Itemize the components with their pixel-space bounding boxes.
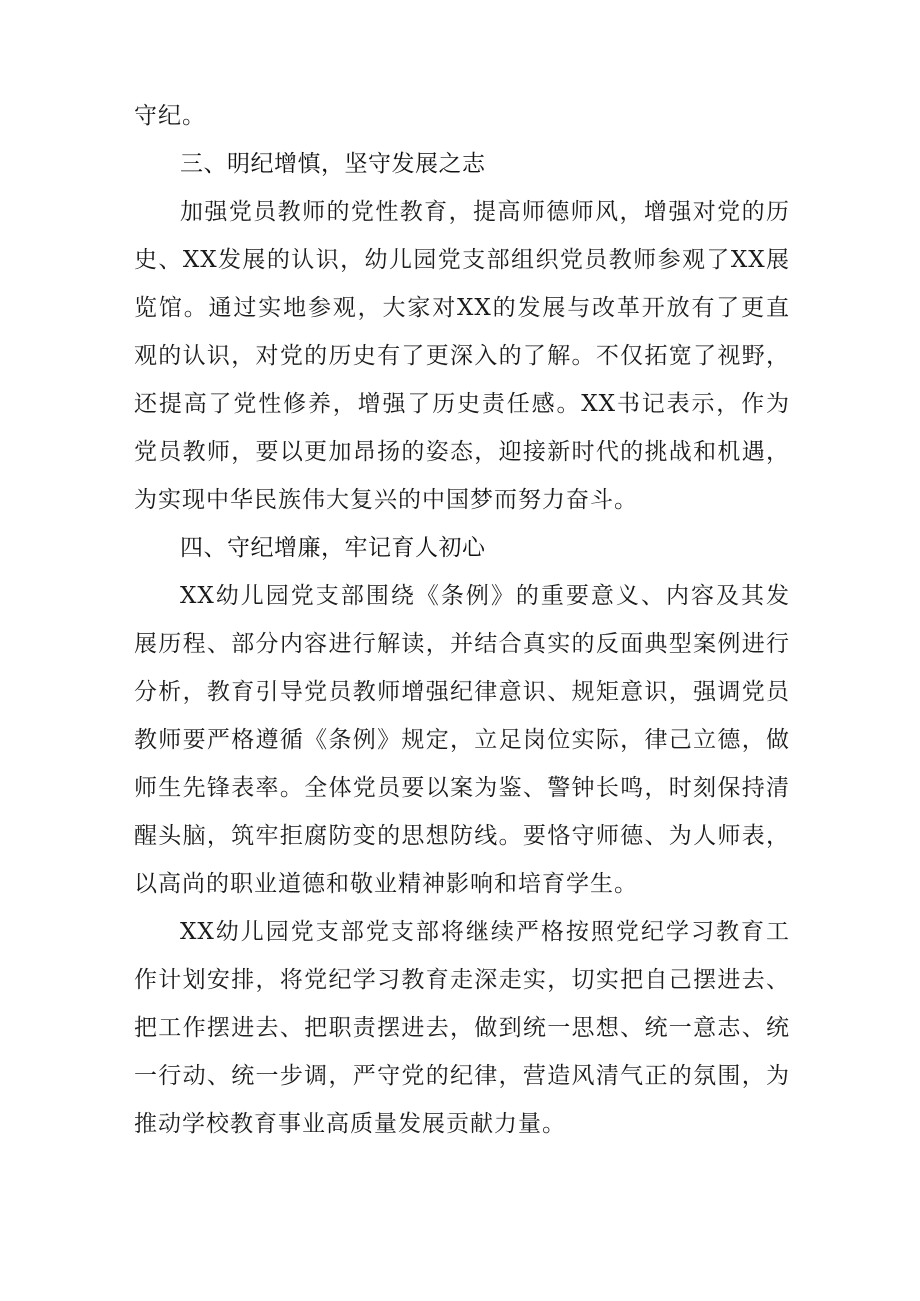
paragraph-section-4: XX幼儿园党支部围绕《条例》的重要意义、内容及其发展历程、部分内容进行解读，并结合真实的反面典型案例进行分析，教育引导党员教师增强纪律意识、规矩意识，强调党员教师要严格遵循《条例》规定，立足岗位实际，律己立德，做师生先锋表率。全体党员要以案为鉴、警钟长鸣，时刻保持清醒头脑，筑牢拒腐防变的思想防线。要恪守师德、为人师表，以高尚的职业道德和敬业精神影响和培育学生。 xyxy=(134,583,790,897)
paragraph-continuation: 守纪。 xyxy=(134,103,206,129)
paragraph-closing: XX幼儿园党支部党支部将继续严格按照党纪学习教育工作计划安排，将党纪学习教育走深走实，切实把自己摆进去、把工作摆进去、把职责摆进去，做到统一思想、统一意志、统一行动、统一步调，严守党的纪律，营造风清气正的氛围，为推动学校教育事业高质量发展贡献力量。 xyxy=(134,919,790,1137)
section-heading-3: 三、明纪增慎，坚守发展之志 xyxy=(180,151,486,177)
paragraph-section-3: 加强党员教师的党性教育，提高师德师风，增强对党的历史、XX发展的认识，幼儿园党支部组织党员教师参观了XX展览馆。通过实地参观，大家对XX的发展与改革开放有了更直观的认识，对党的历史有了更深入的了解。不仅拓宽了视野，还提高了党性修养，增强了历史责任感。XX书记表示，作为党员教师，要以更加昂扬的姿态，迎接新时代的挑战和机遇，为实现中华民族伟大复兴的中国梦而努力奋斗。 xyxy=(134,199,790,513)
section-heading-4: 四、守纪增廉，牢记育人初心 xyxy=(180,535,486,561)
document-body xyxy=(134,92,790,1148)
